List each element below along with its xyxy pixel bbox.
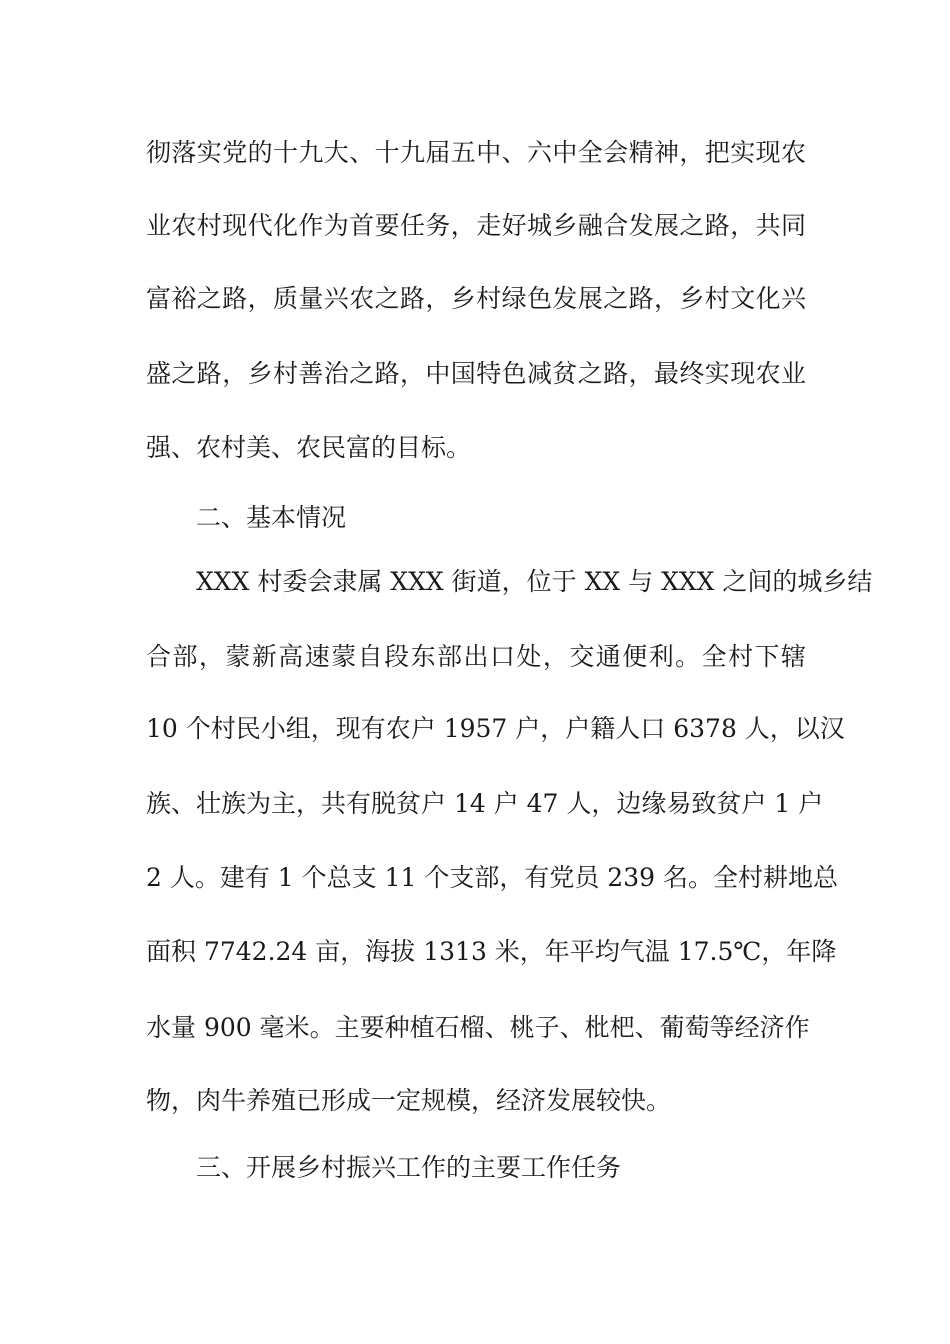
paragraph-line: 强、农村美、农民富的目标。 [146,433,472,462]
paragraph-line: 业农村现代化作为首要任务，走好城乡融合发展之路，共同 [146,211,806,240]
paragraph-line: 彻落实党的十九大、十九届五中、六中全会精神，把实现农 [146,138,806,167]
paragraph-line: XXX 村委会隶属 XXX 街道，位于 XX 与 XXX 之间的城乡结 [196,567,873,596]
paragraph-line: 族、壮族为主，共有脱贫户 14 户 47 人，边缘易致贫户 1 户 [146,789,824,818]
section-heading-basic-info: 二、基本情况 [196,503,347,532]
paragraph-line: 2 人。建有 1 个总支 11 个支部，有党员 239 名。全村耕地总 [146,863,838,892]
paragraph-line: 富裕之路，质量兴农之路，乡村绿色发展之路，乡村文化兴 [146,284,806,313]
section-heading-main-tasks: 三、开展乡村振兴工作的主要工作任务 [196,1153,622,1182]
paragraph-line: 10 个村民小组，现有农户 1957 户，户籍人口 6378 人，以汉 [146,714,845,743]
paragraph-line: 合部，蒙新高速蒙自段东部出口处，交通便利。全村下辖 [146,642,806,671]
paragraph-line: 物，肉牛养殖已形成一定规模，经济发展较快。 [146,1086,672,1115]
paragraph-line: 水量 900 毫米。主要种植石榴、桃子、枇杷、葡萄等经济作 [146,1013,810,1042]
paragraph-line: 面积 7742.24 亩，海拔 1313 米，年平均气温 17.5℃，年降 [146,937,837,966]
paragraph-line: 盛之路，乡村善治之路，中国特色减贫之路，最终实现农业 [146,359,806,388]
